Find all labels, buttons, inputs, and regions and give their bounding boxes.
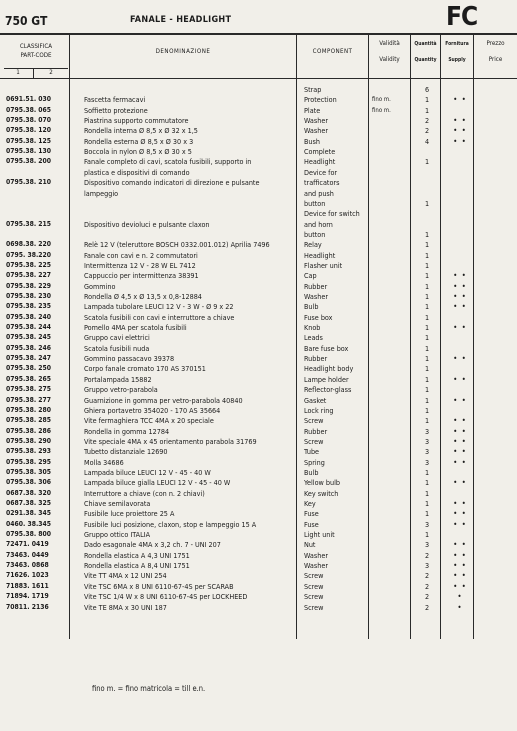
quantity: 1: [424, 229, 430, 239]
quantity: 1: [424, 333, 430, 343]
table-row: [0, 477, 517, 488]
quantity: 1: [424, 467, 430, 477]
component-name: Screw: [304, 592, 324, 602]
validity-note: fino m.: [372, 96, 391, 104]
supply-marks: • •: [453, 416, 467, 426]
part-code: 71883. 1611: [6, 581, 49, 590]
validity-note: fino m.: [372, 106, 391, 114]
part-code: 0795.38. 246: [6, 343, 52, 352]
part-description: Chiave semilavorata: [84, 499, 151, 508]
part-description: Fusibile luci posizione, claxon, stop e lampeggio 15 A: [84, 519, 257, 529]
supply-marks: •: [457, 592, 463, 602]
header-fornitura: Fornitura: [445, 41, 469, 47]
part-code: 0687.38. 320: [6, 488, 52, 497]
supply-marks: • •: [453, 354, 467, 364]
component-name: Key switch: [304, 488, 339, 498]
table-row: [0, 343, 517, 354]
component-name: Cap: [304, 271, 317, 281]
part-description: lampeggio: [84, 188, 119, 198]
header-col1: 1: [16, 69, 20, 76]
component-name: Knob: [304, 323, 321, 333]
part-code: 0795.38. 120: [6, 126, 52, 135]
part-description: Vite TE 8MA x 30 UNI 187: [84, 602, 167, 612]
supply-marks: • •: [453, 374, 467, 384]
table-row: [0, 239, 517, 250]
part-description: Guarnizione in gomma per vetro-parabola 40840: [84, 395, 243, 405]
table-row: [0, 488, 517, 499]
component-name: Bulb: [304, 302, 319, 312]
part-code: 0460. 38.345: [6, 519, 52, 528]
supply-marks: • •: [453, 581, 467, 591]
part-code: 70811. 2136: [6, 602, 49, 611]
quantity: 1: [424, 478, 430, 488]
page-title: FANALE - HEADLIGHT: [130, 15, 232, 25]
part-code: 0691.51. 030: [6, 95, 52, 104]
header-quantity: Quantity: [414, 57, 437, 63]
table-row: [0, 94, 517, 105]
part-code: 0795.38. 250: [6, 364, 52, 373]
table-row: [0, 177, 517, 188]
part-code: 0795.38. 200: [6, 157, 52, 166]
quantity: 1: [424, 530, 430, 540]
supply-marks: • •: [453, 126, 467, 136]
table-row: [0, 208, 517, 219]
part-code: 0795.38. 244: [6, 323, 52, 332]
table-row: [0, 457, 517, 468]
quantity: 4: [424, 136, 430, 146]
part-code: 0795.38. 070: [6, 116, 52, 125]
part-code: 0795.38. 235: [6, 302, 52, 311]
part-code: 0795.38. 227: [6, 271, 52, 280]
part-code: 0795.38. 286: [6, 426, 52, 435]
component-name: Washer: [304, 561, 329, 571]
quantity: 1: [424, 323, 430, 333]
quantity: 3: [424, 426, 430, 436]
quantity: 1: [424, 302, 430, 312]
part-description: Rondella Ø 4,5 x Ø 13,5 x 0,8-12884: [84, 292, 202, 301]
quantity: 1: [424, 343, 430, 353]
part-code: 0795.38. 277: [6, 395, 52, 404]
part-description: Ghiera portavetro 354020 - 170 AS 35664: [84, 405, 221, 415]
supply-marks: • •: [453, 561, 467, 571]
part-description: Scatola fusibili nuda: [84, 343, 150, 353]
component-name: Device for switch: [304, 209, 360, 219]
quantity: 1: [424, 271, 430, 281]
part-description: Vite TT 4MA x 12 UNI 254: [84, 571, 167, 581]
component-name: Flasher unit: [304, 260, 343, 270]
part-description: Gommino: [84, 281, 116, 291]
part-description: Dispositivo comando indicatori di direzione e pulsante: [84, 178, 260, 188]
quantity: 1: [424, 509, 430, 519]
part-description: Vite TSC 1/4 W x 8 UNI 6110-67-4S per LOCKHEED: [84, 592, 248, 602]
component-name: Screw: [304, 416, 324, 426]
part-code: 0795.38. 306: [6, 478, 52, 487]
quantity: 2: [424, 602, 430, 612]
table-row: [0, 84, 517, 95]
table-row: [0, 560, 517, 571]
part-description: Gommino passacavo 39378: [84, 354, 175, 364]
quantity: 1: [424, 395, 430, 405]
component-name: Spring: [304, 457, 325, 467]
part-description: Interruttore a chiave (con n. 2 chiavi): [84, 488, 205, 498]
part-code: 0795.38. 245: [6, 333, 52, 342]
part-code: 71894. 1719: [6, 592, 49, 601]
component-name: Rubber: [304, 281, 328, 291]
table-row: [0, 219, 517, 230]
component-name: Light unit: [304, 530, 335, 540]
table-row: [0, 446, 517, 457]
quantity: 3: [424, 457, 430, 467]
table-row: [0, 602, 517, 613]
quantity: 1: [424, 364, 430, 374]
table-row: [0, 508, 517, 519]
supply-marks: • •: [453, 509, 467, 519]
model-name: 750 GT: [5, 14, 48, 28]
part-description: Rondella in gomma 12784: [84, 426, 170, 436]
part-description: plastica e dispositivi di comando: [84, 167, 190, 177]
supply-marks: • •: [453, 550, 467, 560]
component-name: Leads: [304, 333, 323, 343]
quantity: 1: [424, 198, 430, 208]
supply-marks: • •: [453, 540, 467, 550]
table-row: [0, 395, 517, 406]
table-row: [0, 415, 517, 426]
part-code: 0687.38. 325: [6, 499, 52, 507]
quantity: 1: [424, 260, 430, 270]
component-name: Washer: [304, 550, 329, 560]
table-row: [0, 229, 517, 240]
part-code: 72471. 0419: [6, 540, 49, 549]
supply-marks: • •: [453, 395, 467, 405]
component-name: Headlight: [304, 157, 336, 167]
quantity: 3: [424, 540, 430, 550]
quantity: 3: [424, 561, 430, 571]
supply-marks: • •: [453, 426, 467, 436]
section-code: FC: [446, 2, 478, 32]
table-row: [0, 146, 517, 157]
table-row: [0, 570, 517, 581]
quantity: 1: [424, 499, 430, 508]
quantity: 1: [424, 250, 430, 260]
quantity: 6: [424, 85, 430, 94]
part-description: Lampada biluce LEUCI 12 V - 45 - 40 W: [84, 467, 211, 477]
table-row: [0, 270, 517, 281]
quantity: 1: [424, 105, 430, 115]
quantity: 2: [424, 592, 430, 602]
component-name: Rubber: [304, 354, 328, 364]
supply-marks: • •: [453, 292, 467, 301]
table-row: [0, 136, 517, 147]
table-row: [0, 332, 517, 343]
supply-marks: • •: [453, 281, 467, 291]
part-description: Tubetto distanziale 12690: [84, 447, 168, 457]
table-row: [0, 436, 517, 447]
table-row: [0, 301, 517, 312]
part-description: Vite fermaghiera TCC 4MA x 20 speciale: [84, 416, 214, 426]
component-name: Bare fuse box: [304, 343, 349, 353]
part-description: Relè 12 V (teleruttore BOSCH 0332.001.012) Aprilia 7496: [84, 240, 270, 250]
supply-marks: • •: [453, 271, 467, 281]
component-name: Device for: [304, 167, 338, 177]
part-description: Cappuccio per intermittenza 38391: [84, 271, 199, 281]
part-description: Soffietto protezione: [84, 105, 148, 115]
part-code: 0795.38. 800: [6, 530, 52, 539]
component-name: and horn: [304, 219, 333, 229]
part-code: 0795.38. 230: [6, 292, 52, 300]
table-row: [0, 363, 517, 374]
table-row: [0, 467, 517, 478]
part-description: Lampada biluce gialla LEUCI 12 V - 45 - 40 W: [84, 478, 231, 488]
component-name: Screw: [304, 571, 324, 581]
component-name: Lampe holder: [304, 374, 349, 384]
table-row: [0, 115, 517, 126]
quantity: 2: [424, 116, 430, 126]
supply-marks: • •: [453, 457, 467, 467]
component-name: button: [304, 198, 326, 208]
quantity: 1: [424, 405, 430, 415]
table-row: [0, 291, 517, 302]
part-code: 73463. 0449: [6, 550, 49, 559]
component-name: Screw: [304, 581, 324, 591]
table-row: [0, 498, 517, 509]
part-description: Vite speciale 4MA x 45 orientamento parabola 31769: [84, 436, 257, 446]
component-name: Lock ring: [304, 405, 334, 415]
part-description: Rondella elastica A 4,3 UNI 1751: [84, 550, 190, 560]
supply-marks: • •: [453, 136, 467, 146]
component-name: Washer: [304, 116, 329, 126]
header-prezzo: Prezzo: [486, 40, 505, 47]
quantity: 1: [424, 374, 430, 384]
part-description: Vite TSC 6MA x 8 UNI 6110-67-4S per SCARAB: [84, 581, 234, 591]
part-description: Rondella elastica A 8,4 UNI 1751: [84, 561, 190, 571]
part-code: 0795.38. 229: [6, 281, 52, 290]
quantity: 3: [424, 436, 430, 446]
header-validita: Validità: [379, 40, 400, 47]
component-name: Fuse: [304, 509, 319, 519]
part-code: 0795.38. 280: [6, 405, 52, 414]
header-supply: Supply: [448, 57, 466, 63]
part-description: Molla 34686: [84, 457, 124, 467]
part-description: Dispositivo devioluci e pulsante claxon: [84, 219, 210, 229]
part-description: Intermittenza 12 V - 28 W EL 7412: [84, 260, 196, 270]
part-code: 0795.38. 293: [6, 447, 52, 456]
table-row: [0, 426, 517, 437]
supply-marks: • •: [453, 323, 467, 333]
component-name: Washer: [304, 292, 329, 301]
component-name: and push: [304, 188, 334, 198]
part-description: Fascetta fermacavi: [84, 95, 146, 105]
part-description: Gruppo vetro-parabola: [84, 385, 158, 395]
part-description: Dado esagonale 4MA x 3,2 ch. 7 - UNI 207: [84, 540, 221, 550]
part-code: 0291.38. 345: [6, 509, 52, 518]
table-row: [0, 312, 517, 323]
component-name: Bush: [304, 136, 321, 146]
part-description: Gruppo ottico ITALIA: [84, 530, 151, 540]
quantity: 2: [424, 571, 430, 581]
quantity: 1: [424, 157, 430, 167]
component-name: Gasket: [304, 395, 327, 405]
supply-marks: • •: [453, 447, 467, 457]
table-row: [0, 281, 517, 292]
part-description: Gruppo cavi elettrici: [84, 333, 150, 343]
supply-marks: •: [457, 602, 463, 612]
table-row: [0, 156, 517, 167]
part-description: Scatola fusibili con cavi e interruttore a chiave: [84, 312, 235, 322]
supply-marks: • •: [453, 436, 467, 446]
supply-marks: • •: [453, 499, 467, 508]
part-description: Rondella interna Ø 8,5 x Ø 32 x 1,5: [84, 126, 198, 136]
footer-note: fino m. = fino matricola = till e.n.: [92, 684, 206, 693]
part-description: Lampada tubolare LEUCI 12 V - 3 W - Ø 9 x 22: [84, 302, 234, 312]
table-row: [0, 529, 517, 540]
component-name: Rubber: [304, 426, 328, 436]
supply-marks: • •: [453, 302, 467, 312]
part-code: 0698.38. 220: [6, 240, 52, 249]
table-row: [0, 250, 517, 261]
table-row: [0, 550, 517, 561]
part-code: 0795.38. 065: [6, 105, 52, 114]
part-code: 71626. 1023: [6, 571, 49, 580]
part-description: Rondella esterna Ø 8,5 x Ø 30 x 3: [84, 136, 194, 146]
component-name: Headlight body: [304, 364, 354, 374]
table-row: [0, 353, 517, 364]
supply-marks: • •: [453, 571, 467, 581]
part-code: 0795.38. 295: [6, 457, 52, 466]
quantity: 2: [424, 126, 430, 136]
part-description: Piastrina supporto commutatore: [84, 116, 189, 126]
component-name: Protection: [304, 95, 337, 105]
quantity: 1: [424, 354, 430, 364]
table-row: [0, 188, 517, 199]
component-name: trafficators: [304, 178, 340, 188]
component-name: button: [304, 229, 326, 239]
quantity: 3: [424, 447, 430, 457]
header-quantita: Quantità: [414, 41, 437, 47]
component-name: Fuse: [304, 519, 319, 529]
part-code: 0795.38. 130: [6, 147, 52, 156]
supply-marks: • •: [453, 95, 467, 105]
header-validity: Validity: [379, 56, 400, 63]
header-classifica: CLASSIFICA: [19, 43, 53, 50]
part-description: Fusibile luce proiettore 25 A: [84, 509, 175, 519]
component-name: Screw: [304, 436, 324, 446]
supply-marks: • •: [453, 116, 467, 126]
component-name: Headlight: [304, 250, 336, 260]
part-code: 0795.38. 240: [6, 312, 52, 321]
part-code: 0795.38. 225: [6, 260, 52, 269]
quantity: 3: [424, 519, 430, 529]
table-row: [0, 405, 517, 416]
table-row: [0, 539, 517, 550]
quantity: 1: [424, 95, 430, 105]
component-name: Reflector-glass: [304, 385, 352, 395]
quantity: 1: [424, 240, 430, 250]
quantity: 1: [424, 312, 430, 322]
component-name: Washer: [304, 126, 329, 136]
component-name: Plate: [304, 105, 321, 115]
quantity: 1: [424, 292, 430, 301]
part-description: Pomello 4MA per scatola fusibili: [84, 323, 187, 333]
quantity: 1: [424, 416, 430, 426]
part-description: Fanale con cavi e n. 2 commutatori: [84, 250, 198, 260]
component-name: Yellow bulb: [304, 478, 340, 488]
part-code: 0795.38. 215: [6, 219, 52, 228]
quantity: 2: [424, 581, 430, 591]
table-row: [0, 167, 517, 178]
header-denominazione: DENOMINAZIONE: [155, 48, 211, 55]
component-name: Relay: [304, 240, 322, 250]
table-row: [0, 581, 517, 592]
table-row: [0, 322, 517, 333]
table-row: [0, 519, 517, 530]
quantity: 1: [424, 281, 430, 291]
quantity: 1: [424, 385, 430, 395]
part-description: Portalampada 15882: [84, 374, 152, 384]
part-code: 0795.38. 305: [6, 467, 52, 476]
supply-marks: • •: [453, 478, 467, 488]
component-name: Fuse box: [304, 312, 333, 322]
header-col2: 2: [49, 69, 53, 76]
table-row: [0, 591, 517, 602]
part-code: 73463. 0868: [6, 561, 49, 570]
component-name: Tube: [304, 447, 320, 457]
part-description: Boccola in nylon Ø 8,5 x Ø 30 x 5: [84, 147, 192, 157]
part-code: 0795.38. 125: [6, 136, 52, 145]
header-component: COMPONENT: [312, 48, 353, 55]
table-row: [0, 125, 517, 136]
component-name: Nut: [304, 540, 316, 550]
part-code: 0795.38. 210: [6, 178, 52, 187]
table-row: [0, 374, 517, 385]
part-code: 0795.38. 247: [6, 354, 52, 363]
part-code: 0795.38. 285: [6, 416, 52, 425]
table-row: [0, 105, 517, 116]
component-name: Complete: [304, 147, 336, 157]
part-description: Fanale completo di cavi, scatola fusibili, supporto in: [84, 157, 252, 167]
table-row: [0, 384, 517, 395]
header-part-code: PART-CODE: [20, 52, 52, 59]
part-code: 0795.38. 275: [6, 385, 52, 394]
quantity: 2: [424, 550, 430, 560]
part-code: 0795.38. 265: [6, 374, 52, 383]
component-name: Bulb: [304, 467, 319, 477]
part-code: 0795. 38.220: [6, 250, 52, 259]
part-code: 0795.38. 290: [6, 436, 52, 445]
part-description: Corpo fanale cromato 170 AS 370151: [84, 364, 206, 374]
component-name: Key: [304, 499, 316, 508]
table-row: [0, 260, 517, 271]
supply-marks: • •: [453, 519, 467, 529]
component-name: Strap: [304, 85, 322, 94]
table-row: [0, 198, 517, 209]
quantity: 1: [424, 488, 430, 498]
component-name: Screw: [304, 602, 324, 612]
header-price: Price: [488, 56, 503, 63]
